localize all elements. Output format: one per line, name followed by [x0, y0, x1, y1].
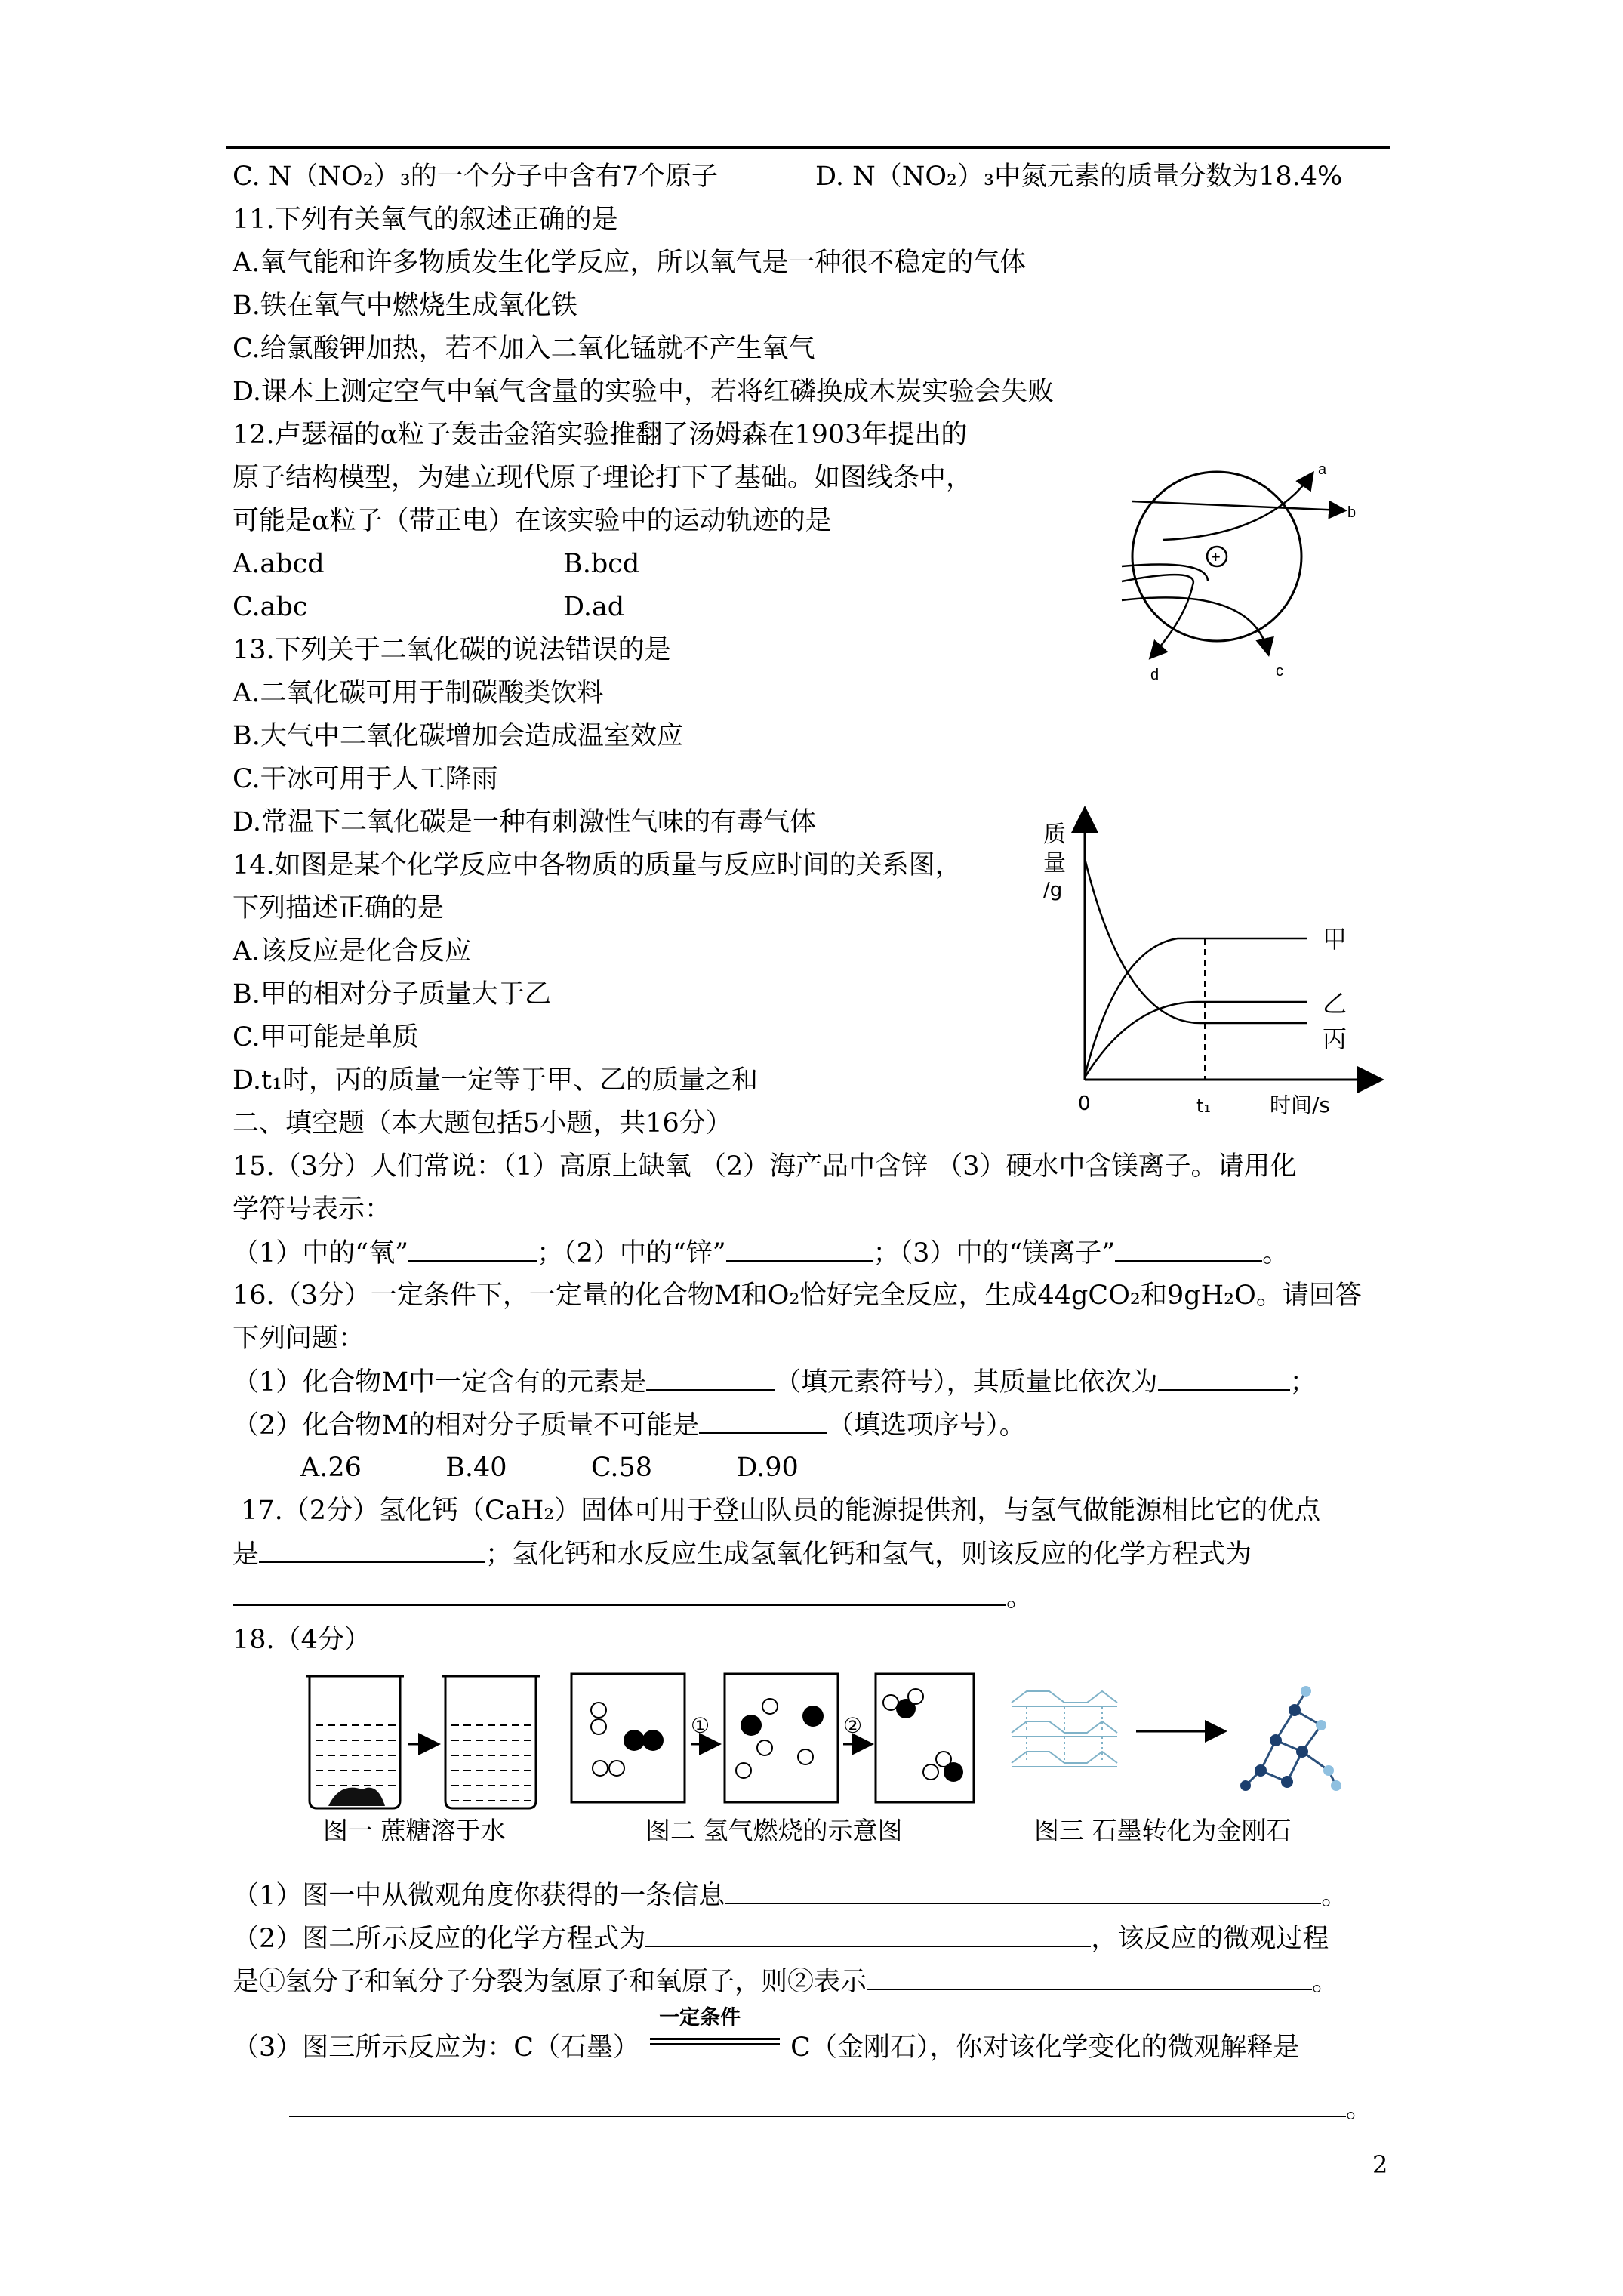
q11-option-c: C.给氯酸钾加热，若不加入二氧化锰就不产生氧气: [233, 334, 815, 364]
q13-option-c: C.干冰可用于人工降雨: [233, 764, 498, 794]
trajectory-c: [1122, 597, 1268, 653]
series-label-yi: 乙: [1323, 989, 1347, 1018]
box-3: [876, 1674, 974, 1802]
q12-stem-line3: 可能是α粒子（带正电）在该实验中的运动轨迹的是: [233, 506, 832, 536]
q18-blank-4[interactable]: [289, 2091, 1346, 2117]
rutherford-figure: [1117, 453, 1366, 695]
sugar-pile: [328, 1788, 385, 1806]
q13-option-a: A.二氧化碳可用于制碳酸类饮料: [233, 678, 604, 708]
mass-time-figure: [1034, 804, 1389, 1121]
q16-stem-line2: 下列问题：: [233, 1324, 365, 1354]
q14-option-c: C.甲可能是单质: [233, 1022, 419, 1052]
curve-bing: [1085, 858, 1307, 1023]
svg-text:b: b: [1347, 504, 1357, 521]
q16-blank-1[interactable]: [646, 1365, 775, 1391]
figure-2-caption: 图二 氢气燃烧的示意图: [645, 1816, 903, 1845]
q15-blank-1[interactable]: [408, 1236, 537, 1262]
q18-heading: 18.（4分）: [233, 1625, 371, 1655]
q18-blank-1[interactable]: [725, 1878, 1321, 1904]
q16-options: A.26 B.40 C.58 D.90: [300, 1453, 799, 1483]
q14-option-d: D.t₁时，丙的质量一定等于甲、乙的质量之和: [233, 1065, 759, 1096]
q11-option-a: A.氧气能和许多物质发生化学反应，所以氧气是一种很不稳定的气体: [233, 248, 1027, 278]
q17-equation-line: 。: [233, 1580, 1033, 1614]
graphite-layers: [1012, 1691, 1117, 1767]
q11-option-b: B.铁在氧气中燃烧生成氧化铁: [233, 291, 577, 321]
figure-1-sugar: [302, 1669, 551, 1820]
q10-option-c: C. N（NO₂）₃的一个分子中含有7个原子: [233, 162, 719, 192]
q15-blank-2[interactable]: [726, 1236, 873, 1262]
svg-text:d: d: [1150, 667, 1160, 683]
q14-option-a: A.该反应是化合反应: [233, 936, 472, 966]
q14-option-b: B.甲的相对分子质量大于乙: [233, 979, 551, 1009]
svg-text:a: a: [1318, 461, 1327, 478]
figure-3-caption: 图三 石墨转化为金刚石: [1034, 1816, 1292, 1845]
q14-stem-line2: 下列描述正确的是: [233, 893, 445, 923]
diamond-lattice: [1240, 1686, 1341, 1791]
step-1-label: ①: [691, 1713, 710, 1738]
q18-part3: （3）图三所示反应为：C（石墨） 一定条件 C（金刚石），你对该化学变化的微观解释是: [233, 2031, 1299, 2064]
q16-blank-3[interactable]: [699, 1408, 827, 1434]
curve-jia: [1085, 938, 1307, 1076]
q18-blank-3[interactable]: [867, 1965, 1312, 1990]
q17-stem-line2: 是 ；氢化钙和水反应生成氢氧化钙和氢气，则该反应的化学方程式为: [233, 1537, 1252, 1571]
q18-part2: （2）图二所示反应的化学方程式为 ，该反应的微观过程: [233, 1922, 1329, 1955]
q15-stem-line1: 15.（3分）人们常说：（1）高原上缺氧 （2）海产品中含锌 （3）硬水中含镁离子。请用化: [233, 1151, 1297, 1182]
q17-blank-2[interactable]: [233, 1580, 1006, 1606]
q17-stem-line1: 17.（2分）氢化钙（CaH₂）固体可用于登山队员的能源提供剂，与氢气做能源相比它的优点: [233, 1496, 1321, 1526]
q18-part1: （1）图一中从微观角度你获得的一条信息 。: [233, 1878, 1347, 1912]
page-number: 2: [1372, 2150, 1388, 2179]
q16-blank-2[interactable]: [1158, 1365, 1290, 1391]
x-axis-label: 时间/s: [1270, 1093, 1331, 1117]
y-label-char1: 质: [1043, 821, 1066, 848]
series-label-jia: 甲: [1323, 925, 1347, 954]
figure-3-graphite-diamond: [1004, 1680, 1344, 1808]
q11-stem: 11.下列有关氧气的叙述正确的是: [233, 205, 618, 235]
trajectory-b: [1132, 501, 1344, 510]
q15-answer-line: （1）中的“氧” ；（2）中的“锌” ；（3）中的“镁离子” 。: [233, 1236, 1289, 1270]
q12-stem-line1: 12.卢瑟福的α粒子轰击金箔实验推翻了汤姆森在1903年提出的: [233, 420, 968, 450]
q16-stem-line1: 16.（3分）一定条件下，一定量的化合物M和O₂恰好完全反应，生成44gCO₂和9gH₂O。请回答: [233, 1281, 1362, 1311]
origin-label: 0: [1078, 1093, 1091, 1115]
q12-option-a: A.abcd: [233, 549, 325, 579]
section-2-heading: 二、填空题（本大题包括5小题，共16分）: [233, 1108, 732, 1139]
step-2-label: ②: [843, 1713, 863, 1738]
q12-option-b: B.bcd: [563, 549, 640, 579]
q15-stem-line2: 学符号表示：: [233, 1194, 392, 1225]
nucleus-plus-sign: +: [1211, 547, 1221, 566]
header-rule: [226, 146, 1390, 149]
q12-option-d: D.ad: [563, 592, 625, 622]
q18-part2-line2: 是①氢分子和氧分子分裂为氢原子和氧原子，则②表示 。: [233, 1965, 1338, 1999]
q13-option-d: D.常温下二氧化碳是一种有刺激性气味的有毒气体: [233, 807, 816, 837]
series-label-bing: 丙: [1323, 1025, 1347, 1053]
reaction-condition-arrow: [639, 2006, 790, 2056]
q12-option-c: C.abc: [233, 592, 308, 622]
t1-label: t₁: [1196, 1096, 1212, 1117]
y-label-unit: /g: [1043, 879, 1063, 901]
q16-part2: （2）化合物M的相对分子质量不可能是 （填选项序号）。: [233, 1408, 1026, 1442]
box-2: [725, 1674, 838, 1802]
beaker-right: [445, 1676, 536, 1808]
q18-answer-line: 。: [289, 2091, 1372, 2125]
curve-yi: [1085, 1002, 1307, 1077]
figure-2-hydrogen: [570, 1672, 978, 1808]
q16-part1: （1）化合物M中一定含有的元素是 （填元素符号），其质量比依次为 ；: [233, 1365, 1317, 1399]
condition-label: 一定条件: [659, 2006, 741, 2029]
q11-option-d: D.课本上测定空气中氧气含量的实验中，若将红磷换成木炭实验会失败: [233, 377, 1054, 407]
q12-stem-line2: 原子结构模型，为建立现代原子理论打下了基础。如图线条中，: [233, 463, 973, 493]
q10-option-d: D. N（NO₂）₃中氮元素的质量分数为18.4%: [815, 162, 1343, 192]
q15-blank-3[interactable]: [1115, 1236, 1262, 1262]
trajectory-a: [1163, 474, 1312, 540]
svg-text:c: c: [1276, 663, 1283, 680]
y-label-char2: 量: [1043, 850, 1066, 877]
q13-option-b: B.大气中二氧化碳增加会造成温室效应: [233, 721, 683, 751]
q18-blank-2[interactable]: [645, 1922, 1091, 1947]
q17-blank-1[interactable]: [259, 1537, 485, 1563]
figure-1-caption: 图一 蔗糖溶于水: [323, 1816, 506, 1845]
q14-stem-line1: 14.如图是某个化学反应中各物质的质量与反应时间的关系图，: [233, 850, 962, 880]
q13-stem: 13.下列关于二氧化碳的说法错误的是: [233, 635, 671, 665]
